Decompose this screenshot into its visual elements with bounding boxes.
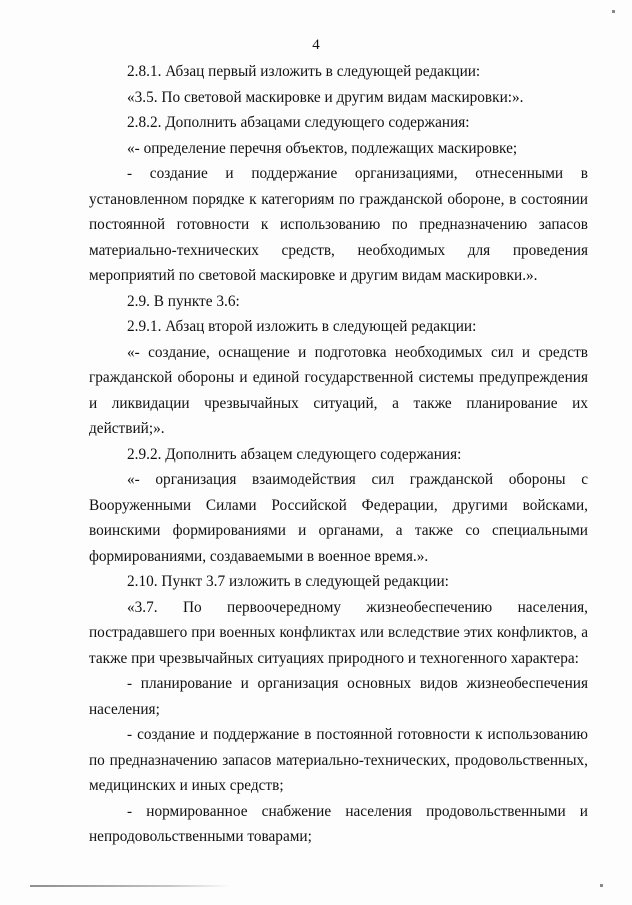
scan-artifact-dot	[612, 10, 615, 13]
paragraph-2-10: 2.10. Пункт 3.7 изложить в следующей редакции:	[127, 573, 449, 590]
paragraph-2-8-1: 2.8.1. Абзац первый изложить в следующей редакции:	[127, 63, 481, 80]
paragraph-2-9-2: 2.9.2. Дополнить абзацем следующего содержания:	[127, 445, 462, 463]
paragraph-2-8-2: 2.8.2. Дополнить абзацами следующего содержания:	[127, 114, 470, 131]
paragraph-list-item-organizations: - создание и поддержание организациями, отнесенными в установленном порядке к категориям по гражданской обороне, в состоянии постоянной готовности к использованию по предназначению запасов материально-технических средств, необходимых для проведения мероприятий по световой маскировке и другим видам маскировки.».	[89, 165, 588, 284]
scan-artifact-dot	[600, 884, 603, 887]
paragraph-3-7: «3.7. По первоочередному жизнеобеспечению населения, пострадавшего при военных конфликтах или вследствие этих конфликтов, а также при чрезвычайных ситуациях природного и техногенного характера:	[89, 598, 588, 667]
paragraph-list-item-objects: «- определение перечня объектов, подлежащих маскировке;	[127, 139, 518, 157]
paragraph-list-item-planning: - планирование и организация основных видов жизнеобеспечения населения;	[89, 675, 588, 718]
paragraph-2-9-1: 2.9.1. Абзац второй изложить в следующей редакции:	[127, 318, 477, 335]
paragraph-2-9: 2.9. В пункте 3.6:	[127, 292, 240, 310]
page-number: 4	[312, 37, 320, 53]
paragraph-list-item-interaction: «- организация взаимодействия сил гражданской обороны с Вооруженными Силами Российской Федерации, другими войсками, воинскими формированиями и органами, а также со специальными формированиями, создаваемыми в военное время.».	[89, 471, 588, 565]
paragraph-3-5-heading: «3.5. По световой маскировке и другим видам маскировки:».	[127, 88, 524, 106]
document-body	[89, 59, 588, 850]
scan-artifact-line	[30, 885, 230, 887]
paragraph-list-item-supply: - нормированное снабжение населения продовольственными и непродовольственными товарами;	[89, 802, 588, 845]
paragraph-list-item-reserves: - создание и поддержание в постоянной готовности к использованию по предназначению запасов материально-технических, продовольственных, медицинских и иных средств;	[89, 726, 588, 794]
paragraph-list-item-forces: «- создание, оснащение и подготовка необходимых сил и средств гражданской обороны и единой государственной системы предупреждения и ликвидации чрезвычайных ситуаций, а также планирование их действий;».	[89, 343, 588, 437]
